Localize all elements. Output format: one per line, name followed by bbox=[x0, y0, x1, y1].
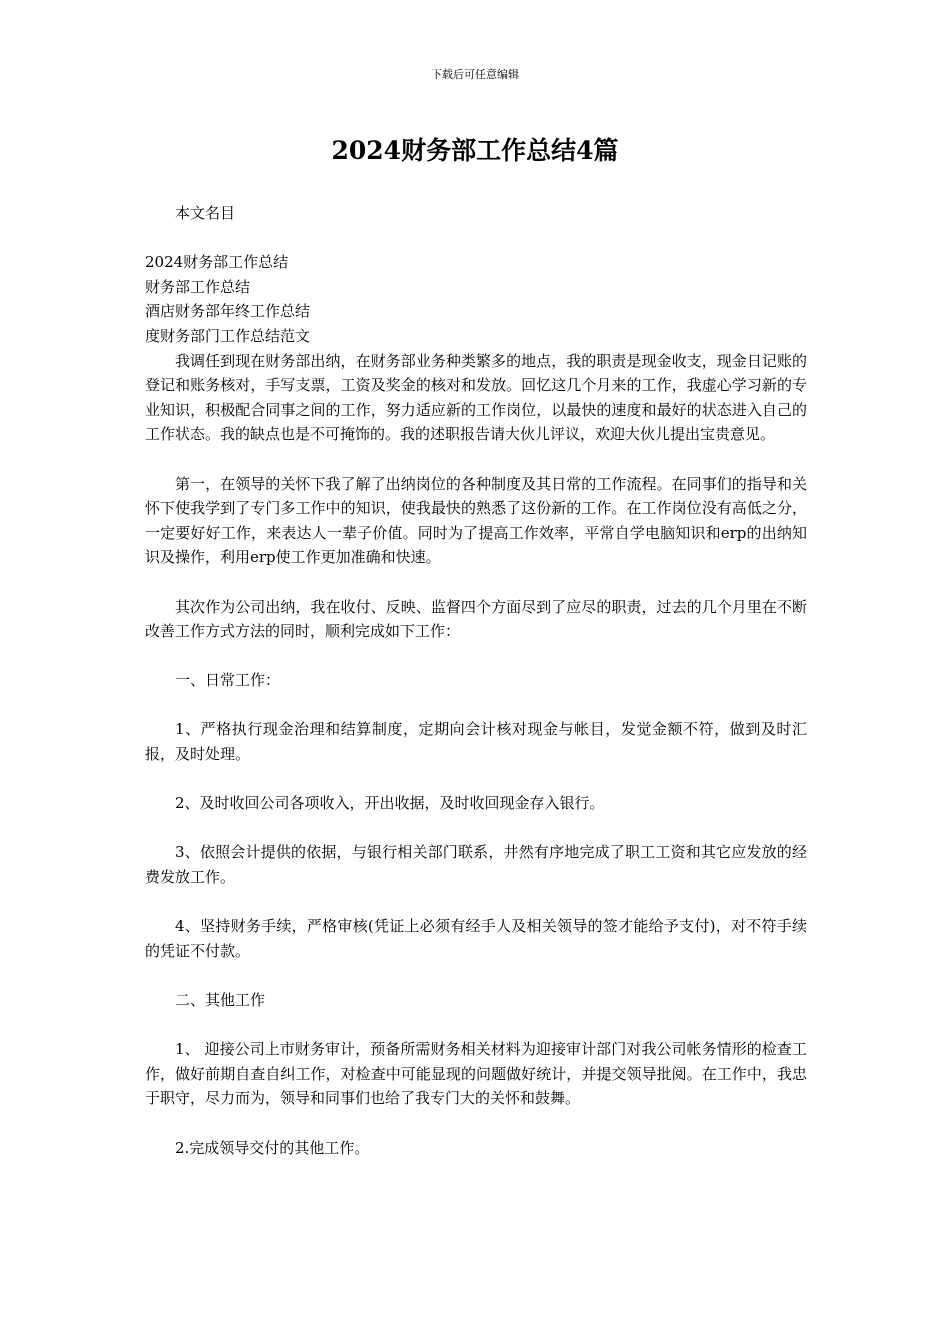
paragraph: 2、及时收回公司各项收入，开出收据，及时收回现金存入银行。 bbox=[175, 794, 605, 813]
toc-label: 本文名目 bbox=[175, 204, 236, 222]
toc-item: 2024财务部工作总结 bbox=[145, 253, 289, 272]
table-of-contents bbox=[145, 250, 807, 348]
paragraph: 我调任到现在财务部出纳，在财务部业务种类繁多的地点，我的职责是现金收支，现金日记账的登记和账务核对，手写支票，工资及奖金的核对和发放。回忆这几个月来的工作，我虚心学习新的专业知识，积极配合同事之间的工作，努力适应新的工作岗位，以最快的速度和最好的状态进入自己的工作状态。我的缺点也是不可掩饰的。我的述职报告请大伙儿评议，欢迎大伙儿提出宝贵意见。 bbox=[145, 351, 807, 444]
section-heading: 一、日常工作： bbox=[175, 671, 281, 690]
paragraph: 4、坚持财务手续，严格审核(凭证上必须有经手人及相关领导的签才能给予支付)，对不符手续的凭证不付款。 bbox=[145, 917, 807, 960]
paragraph: 1、 迎接公司上市财务审计，预备所需财务相关材料为迎接审计部门对我公司帐务情形的检查工作，做好前期自查自纠工作，对检查中可能显现的问题做好统计，并提交领导批阅。在工作中，我忠于职守，尽力而为，领导和同事们也给了我专门大的关怀和鼓舞。 bbox=[145, 1040, 807, 1108]
document-body bbox=[145, 201, 807, 1160]
toc-item: 度财务部门工作总结范文 bbox=[145, 326, 311, 345]
paragraph: 1、严格执行现金治理和结算制度，定期向会计核对现金与帐目，发觉金额不符，做到及时汇报，及时处理。 bbox=[145, 720, 807, 764]
section-heading: 二、其他工作 bbox=[175, 991, 266, 1009]
paragraph: 第一，在领导的关怀下我了解了出纳岗位的各种制度及其日常的工作流程。在同事们的指导和关怀下使我学到了专门多工作中的知识，使我最快的熟悉了这份新的工作。在工作岗位没有高低之分，一定要好好工作，来表达人一辈子价值。同时为了提高工作效率，平常自学电脑知识和erp的出纳知识及操作，利用erp使工作更加准确和快速。 bbox=[145, 474, 807, 567]
paragraph: 2.完成领导交付的其他工作。 bbox=[175, 1138, 370, 1157]
paragraph: 3、依照会计提供的依据，与银行相关部门联系，井然有序地完成了职工工资和其它应发放的经费发放工作。 bbox=[145, 843, 807, 887]
toc-item: 财务部工作总结 bbox=[145, 277, 251, 296]
toc-item: 酒店财务部年终工作总结 bbox=[145, 302, 311, 321]
document-title: 2024财务部工作总结4篇 bbox=[331, 136, 619, 165]
page-header: 下载后可任意编辑 bbox=[431, 68, 519, 81]
paragraph: 其次作为公司出纳，我在收付、反映、监督四个方面尽到了应尽的职责，过去的几个月里在不断改善工作方式方法的同时，顺利完成如下工作： bbox=[145, 597, 807, 641]
